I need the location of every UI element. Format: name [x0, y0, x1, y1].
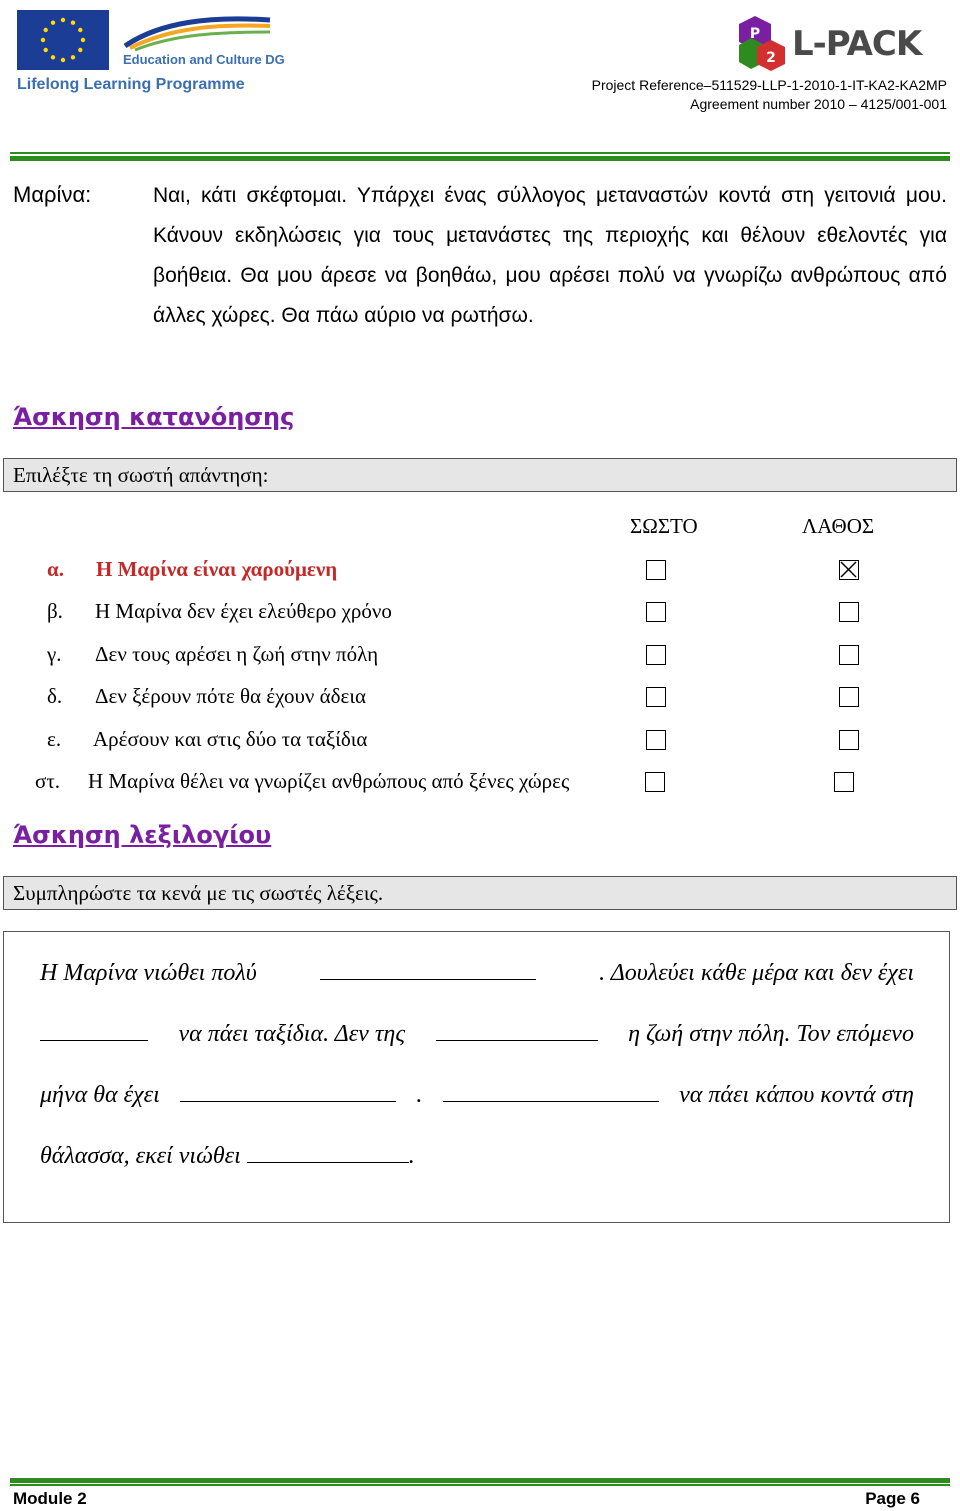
blank-6[interactable]	[247, 1138, 409, 1163]
column-header-false: ΛΑΘΟΣ	[802, 514, 875, 538]
fill-line-4	[40, 1138, 415, 1170]
checkbox-true[interactable]	[646, 687, 666, 707]
fill-text: να πάει ταξίδια. Δεν της	[178, 1021, 406, 1047]
blank-5[interactable]	[443, 1077, 659, 1102]
question-text: Η Μαρίνα είναι χαρούμενη	[96, 557, 338, 581]
question-letter: β.	[47, 599, 63, 623]
header-rule-thick	[10, 156, 950, 161]
question-letter: ε.	[47, 727, 62, 751]
question-text: Η Μαρίνα δεν έχει ελεύθερο χρόνο	[95, 599, 392, 623]
education-culture-text: Education and Culture DG	[123, 52, 285, 67]
x-mark-icon	[840, 561, 857, 578]
blank-4[interactable]	[180, 1077, 396, 1102]
question-text: Η Μαρίνα θέλει να γνωρίζει ανθρώπους από ξένες χώρες	[88, 769, 570, 793]
checkbox-false[interactable]	[839, 730, 859, 750]
project-reference: Project Reference–511529-LLP-1-2010-1-IT-KA2-KA2MP	[591, 77, 947, 93]
checkbox-false[interactable]	[834, 772, 854, 792]
agreement-number: Agreement number 2010 – 4125/001-001	[690, 96, 947, 112]
fill-text: θάλασσα, εκεί νιώθει	[40, 1143, 241, 1169]
checkbox-false[interactable]	[839, 602, 859, 622]
fill-text: . Δουλεύει κάθε μέρα και δεν έχει	[599, 960, 914, 986]
checkbox-true[interactable]	[646, 645, 666, 665]
lpack-logo-text: L-PACK	[792, 24, 922, 64]
dialogue-text: Ναι, κάτι σκέφτομαι. Υπάρχει ένας σύλλογος μεταναστών κοντά στη γειτονιά μου. Κάνουν εκδηλώσεις για τους μετανάστες της περιοχής και θέλουν εθελοντές για βοήθεια. Θα μου άρεσε να βοηθάω, μου αρέσει πολύ να γνωρίζω ανθρώπους από άλλες χώρες. Θα πάω αύριο να ρωτήσω.	[153, 184, 947, 327]
question-letter: γ.	[47, 642, 62, 666]
eu-flag-logo	[17, 10, 109, 70]
education-culture-swoosh-icon	[120, 12, 275, 52]
fill-line-2	[40, 1016, 914, 1048]
lifelong-learning-text: Lifelong Learning Programme	[17, 76, 245, 93]
comprehension-heading: Άσκηση κατανόησης	[13, 403, 295, 431]
fill-line-3	[40, 1077, 914, 1109]
fill-text: Η Μαρίνα νιώθει πολύ	[40, 960, 257, 986]
checkbox-false[interactable]	[839, 687, 859, 707]
checkbox-true[interactable]	[645, 772, 665, 792]
question-letter: α.	[47, 557, 64, 581]
checkbox-true[interactable]	[646, 730, 666, 750]
vocabulary-instruction: Συμπληρώστε τα κενά με τις σωστές λέξεις.	[3, 876, 957, 910]
question-text: Αρέσουν και στις δύο τα ταξίδια	[93, 727, 368, 751]
fill-text: να πάει κάπου κοντά στη	[679, 1082, 914, 1108]
fill-text: .	[416, 1082, 423, 1108]
checkbox-false[interactable]	[839, 560, 859, 580]
logo-badge-bottom: 2	[766, 50, 776, 66]
question-text: Δεν ξέρουν πότε θα έχουν άδεια	[95, 684, 366, 708]
logo-badge-top: P	[749, 26, 761, 42]
fill-text: η ζωή στην πόλη. Τον επόμενο	[628, 1021, 914, 1047]
comprehension-instruction: Επιλέξτε τη σωστή απάντηση:	[3, 458, 957, 492]
header-rule-thin	[10, 152, 950, 154]
lpack-logo-icon	[735, 14, 795, 74]
footer-rule-thick	[10, 1478, 950, 1483]
eu-stars-icon	[17, 10, 109, 70]
dialogue-speaker: Μαρίνα:	[13, 182, 92, 207]
footer-page-number: Page 6	[865, 1489, 920, 1508]
fill-line-1	[40, 955, 914, 987]
checkbox-true[interactable]	[646, 602, 666, 622]
blank-3[interactable]	[436, 1016, 598, 1041]
footer-rule-thin	[10, 1484, 950, 1486]
footer-module: Module 2	[13, 1489, 87, 1508]
checkbox-false[interactable]	[839, 645, 859, 665]
checkbox-true[interactable]	[646, 560, 666, 580]
fill-text: μήνα θα έχει	[40, 1082, 160, 1108]
fill-text: .	[408, 1143, 415, 1169]
question-letter: δ.	[47, 684, 63, 708]
blank-2[interactable]	[40, 1016, 148, 1041]
vocabulary-heading: Άσκηση λεξιλογίου	[13, 821, 272, 849]
question-text: Δεν τους αρέσει η ζωή στην πόλη	[95, 642, 379, 666]
blank-1[interactable]	[320, 955, 536, 980]
column-header-true: ΣΩΣΤΟ	[630, 514, 698, 538]
question-letter: στ.	[35, 769, 61, 793]
